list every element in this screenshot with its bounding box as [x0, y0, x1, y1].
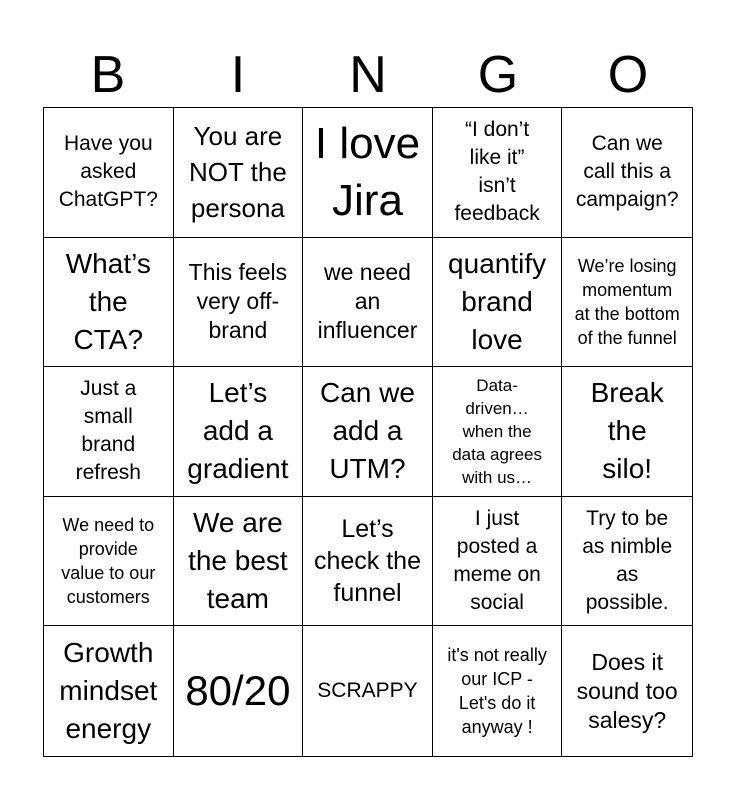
bingo-cell[interactable] — [562, 367, 692, 497]
header-letter-o: O — [607, 46, 649, 104]
cell-text: 80/20 — [185, 667, 291, 715]
cell-text: Try to be as nimble as possible. — [582, 507, 673, 615]
cell-text: “I don’t like it” isn’t feedback — [454, 118, 540, 226]
bingo-cell[interactable] — [562, 238, 692, 368]
header-letter-g: G — [477, 46, 519, 104]
bingo-cell[interactable] — [44, 238, 174, 368]
cell-text: Data- driven… when the data agrees with us… — [452, 375, 542, 487]
cell-text: SCRAPPY — [317, 679, 418, 703]
bingo-cell[interactable] — [433, 626, 563, 756]
cell-text: Can we add a UTM? — [320, 377, 415, 485]
cell-text: Let’s check the funnel — [313, 515, 421, 608]
cell-text: You are NOT the persona — [189, 121, 287, 224]
cell-text: Have you asked ChatGPT? — [58, 132, 158, 212]
bingo-cell[interactable] — [303, 238, 433, 368]
bingo-cell[interactable] — [562, 497, 692, 627]
bingo-board — [43, 107, 693, 757]
cell-text: Does it sound too salesy? — [576, 648, 678, 733]
bingo-cell[interactable] — [303, 108, 433, 238]
cell-text: I love Jira — [314, 119, 421, 226]
bingo-cell[interactable] — [174, 626, 304, 756]
cell-text: What’s the CTA? — [65, 247, 151, 355]
cell-text: Growth mindset energy — [59, 637, 158, 745]
bingo-cell[interactable] — [174, 497, 304, 627]
bingo-cell[interactable] — [433, 238, 563, 368]
bingo-cell[interactable] — [174, 367, 304, 497]
bingo-cell[interactable] — [433, 367, 563, 497]
bingo-cell[interactable] — [44, 108, 174, 238]
cell-text: Let’s add a gradient — [187, 377, 289, 485]
cell-text: quantify brand love — [448, 247, 547, 355]
cell-text: We’re losing momentum at the bottom of the funnel — [574, 255, 680, 348]
bingo-cell[interactable] — [562, 108, 692, 238]
bingo-cell[interactable] — [174, 238, 304, 368]
cell-text: it's not really our ICP - Let's do it anyway ! — [447, 645, 547, 738]
bingo-cell[interactable] — [44, 497, 174, 627]
cell-text: We are the best team — [188, 507, 288, 615]
bingo-cell[interactable] — [303, 367, 433, 497]
cell-text: Break the silo! — [590, 377, 664, 485]
bingo-cell[interactable] — [174, 108, 304, 238]
bingo-cell[interactable] — [44, 367, 174, 497]
cell-text: We need to provide value to our customers — [61, 515, 156, 608]
bingo-cell[interactable] — [303, 626, 433, 756]
header-letter-i: I — [230, 46, 246, 104]
cell-text: This feels very off- brand — [188, 259, 288, 344]
header-letter-b: B — [90, 46, 126, 104]
cell-text: I just posted a meme on social — [453, 507, 541, 615]
bingo-header — [43, 44, 693, 106]
bingo-cell[interactable] — [44, 626, 174, 756]
bingo-cell[interactable] — [562, 626, 692, 756]
cell-text: we need an influencer — [317, 259, 418, 344]
bingo-cell[interactable] — [303, 497, 433, 627]
cell-text: Just a small brand refresh — [75, 377, 141, 485]
cell-text: Can we call this a campaign? — [575, 132, 679, 212]
header-letter-n: N — [349, 46, 387, 104]
bingo-cell[interactable] — [433, 497, 563, 627]
bingo-cell[interactable] — [433, 108, 563, 238]
